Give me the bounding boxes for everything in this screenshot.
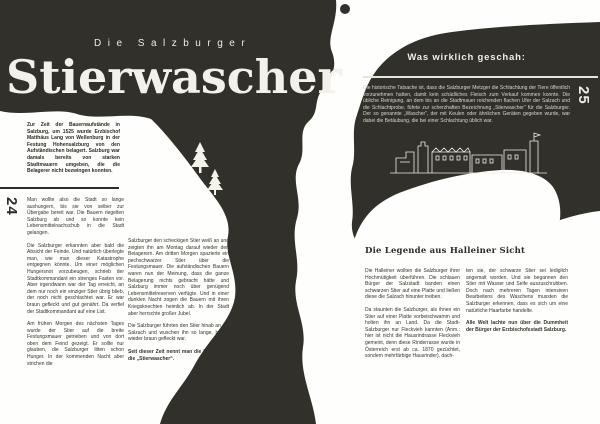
page-title: Stierwascher [6,50,342,104]
closing-bold-paragraph: Seit dieser Zeit nennt man die Salzburger die „Stierwascher“. [128,348,229,362]
legend-heading: Die Legende aus Halleiner Sicht [365,246,526,256]
left-column-1 [27,197,124,373]
paragraph: Die Halleiner wollten die Salzburger ihrer Hochmütigkeit überführen. Die schlauen Bürger der Salzstadt banden einen schwarzen Stier auf eine Platte und ließen diese die Salzach hinunter treiben. [365,268,460,301]
closing-bold-paragraph: Alle Welt lachte nun über die Dummheit der Bürger der Erzbischofsstadt Salzburg. [466,320,568,333]
paragraph: Die Salzburger erkannten aber bald die Absicht der Feinde. Und natürlich überlegte man, wie man dieser Katastrophe entgegnen könnte. Um einer möglichen Hungersnot vorzubeugen, schrieb der Stadtkommandant ein strenges Fasten vor. Aber irgendwann war der Tag erreicht, an dem nur noch ein einziger Stier übrig blieb, der noch nicht geschlachtet war. Er war braun gefleckt und gut genährt. Da verfiel der Stadtkommandant auf eine List. [27,242,124,315]
paragraph: Salzburger den scheckigen Stier weiß an und zeigten ihn am Montag darauf wieder den Belagerern. Am dritten Morgen spazierte ein pechschwarzer Stier über die Festungsmauer. Die aufständischen Bauern waren nun der Meinung, dass die ganze Belagerung nichts gebracht hätte und Salzburg immer noch über genügend Lebensmittelreserven verfügte. Und in einer dunklen Nacht zogen die Bauern mit ihren Kriegsknechten heimlich ab. In der Stadt aber herrschte großer Jubel. [128,238,229,317]
intro-paragraph: Zur Zeit der Bauernaufstände in Salzburg, um 1525 wurde Erzbischof Matthäus Lang von Wellenburg in der Festung Hohensalzburg von den Aufständischen belagert. Salzburg war damals bereits von starken Stadtmauern umgeben, die die Belagerer nicht bezwingen konnten. [27,122,120,175]
paragraph: Man wollte also die Stadt so lange aushungern, bis sie von selber zur Übergabe bereit war. Die Bauern riegelten Salzburg ab und so konnte kein Lebensmittelnachschub in die Stadt gelangen. [27,197,124,236]
right-divider-rule [363,76,598,78]
paragraph: Die Salzburger führten den Stier hinab an die Salzach und wuschen ihn so lange, bis er wieder braun gefleckt war. [128,323,229,343]
paragraph: Da staunten die Salzburger, als ihnen ein Stier auf einer Platte vorbeischwamm und holten ihn an Land. Da die Stadt-Salzburger nur Fleckvieh kannten (Anm.: hier ist nicht die Hausrindrasse Fleckvieh gemeint, denn diese Rinderrasse wurde in Österreich erst ab ca. 1870 gezüchtet, sondern mehrfärbige Hausrinder), dach- [365,306,460,360]
fact-heading: Was wirklich geschah: [407,52,526,63]
left-column-2 [128,238,229,368]
left-divider-rule [0,187,119,189]
series-kicker: Die Salzburger [94,38,252,49]
page-number-left: 24 [3,197,20,216]
fact-paragraph: Die historische Tatsache ist, dass die Salzburger Metzger die Schlachtung der Tiere öffentlich vorzunehmen hatten, damit kein schädliches Fleisch zum Verkauf kommen konnte. Die übliche Reinigung, an dem bis an die Stadtmauer reichenden flachen Ufer der Salzach und die Schlachtprobe, führte zur scherzhaften Bezeichnung „Stierwascher“ für die Salzburger. Der so genannte „Wascher“, der mit Keulen oder ähnlichen Geräten gegeben wurde, war dabei die Betäubung, die bei einer Schlachtung üblich war. [363,85,570,124]
right-column-2 [466,268,568,339]
right-column-1 [365,268,460,366]
paragraph: Am frühen Morgen des nächsten Tages wurde der Stier auf die breite Festungsmauer getrieben und von dort oben dem Feind gezeigt. Er sollte nur glauben, die Salzburger litten schon Hunger. In der kommenden Nacht aber strichen die [27,321,124,367]
paragraph: ten sie, der schwarze Stier sei lediglich angemalt worden. Und sie begannen den Stier mit Wasser und Seife auszuschrubben. Doch nach mehreren Tagen intensiven Bearbeitens des Waschens mussten die Salzburger erkennen, dass es sich um eine natürliche Haarfarbe handelte. [466,268,568,314]
page-number-right: 25 [575,86,592,105]
moon-dot-icon [340,4,350,14]
